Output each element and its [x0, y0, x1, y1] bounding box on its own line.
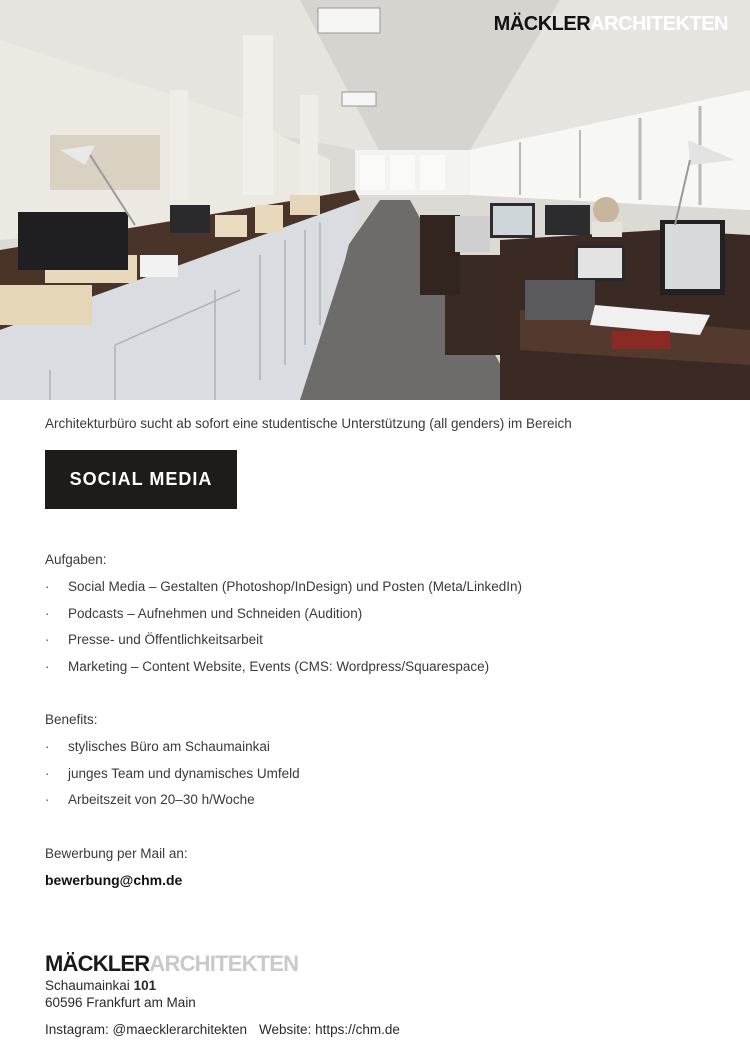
- bullet-icon: ·: [45, 605, 50, 621]
- brand-logo-part2: ARCHITEKTEN: [149, 951, 299, 976]
- bullet-icon: ·: [45, 792, 50, 807]
- brand-logo-part2: ARCHITEKTEN: [590, 13, 728, 35]
- bullet-icon: ·: [45, 658, 50, 674]
- list-item: [45, 578, 725, 596]
- address-street-line: [45, 977, 196, 994]
- address-street: Schaumainkai: [45, 978, 130, 993]
- bullet-icon: ·: [45, 765, 50, 781]
- tasks-section: [45, 551, 725, 684]
- tasks-title: Aufgaben:: [45, 552, 107, 567]
- task-text: Podcasts – Aufnehmen und Schneiden (Audition): [68, 605, 363, 621]
- benefits-section: [45, 711, 725, 818]
- brand-logo-bottom: [45, 951, 298, 977]
- office-photo: [0, 0, 750, 400]
- address-number: 101: [133, 978, 157, 993]
- bullet-icon: ·: [45, 739, 50, 754]
- list-item: [45, 791, 725, 809]
- task-text: Presse- und Öffentlichkeitsarbeit: [68, 632, 263, 647]
- social-line: [45, 1021, 400, 1039]
- position-badge: SOCIAL MEDIA: [45, 450, 237, 509]
- brand-logo-top: [494, 12, 728, 36]
- list-item: [45, 738, 725, 756]
- bullet-icon: ·: [45, 632, 50, 647]
- apply-label: Bewerbung per Mail an:: [45, 846, 188, 861]
- tasks-list: [45, 578, 725, 676]
- task-text: Marketing – Content Website, Events (CMS: Wordpress/Squarespace): [68, 658, 490, 674]
- list-item: [45, 605, 725, 623]
- instagram-link[interactable]: Instagram: @maecklerarchitekten: [45, 1022, 248, 1037]
- brand-logo-part1: MÄCKLER: [45, 951, 150, 976]
- intro-text: Architekturbüro sucht ab sofort eine studentische Unterstützung (all genders) im Bereich: [45, 416, 572, 431]
- benefit-text: Arbeitszeit von 20–30 h/Woche: [68, 792, 255, 807]
- apply-email-link[interactable]: bewerbung@chm.de: [45, 872, 183, 888]
- benefits-list: [45, 738, 725, 809]
- list-item: [45, 658, 725, 676]
- task-text: Social Media – Gestalten (Photoshop/InDesign) und Posten (Meta/LinkedIn): [68, 579, 523, 594]
- address-block: [45, 977, 196, 1011]
- benefit-text: stylisches Büro am Schaumainkai: [68, 739, 270, 754]
- list-item: [45, 765, 725, 783]
- bullet-icon: ·: [45, 579, 50, 594]
- office-photo-illustration: [0, 0, 750, 400]
- benefits-title: Benefits:: [45, 712, 98, 727]
- list-item: [45, 631, 725, 649]
- website-link[interactable]: Website: https://chm.de: [259, 1022, 400, 1037]
- brand-logo-part1: MÄCKLER: [493, 13, 591, 35]
- benefit-text: junges Team und dynamisches Umfeld: [68, 765, 300, 781]
- address-city: 60596 Frankfurt am Main: [45, 995, 196, 1010]
